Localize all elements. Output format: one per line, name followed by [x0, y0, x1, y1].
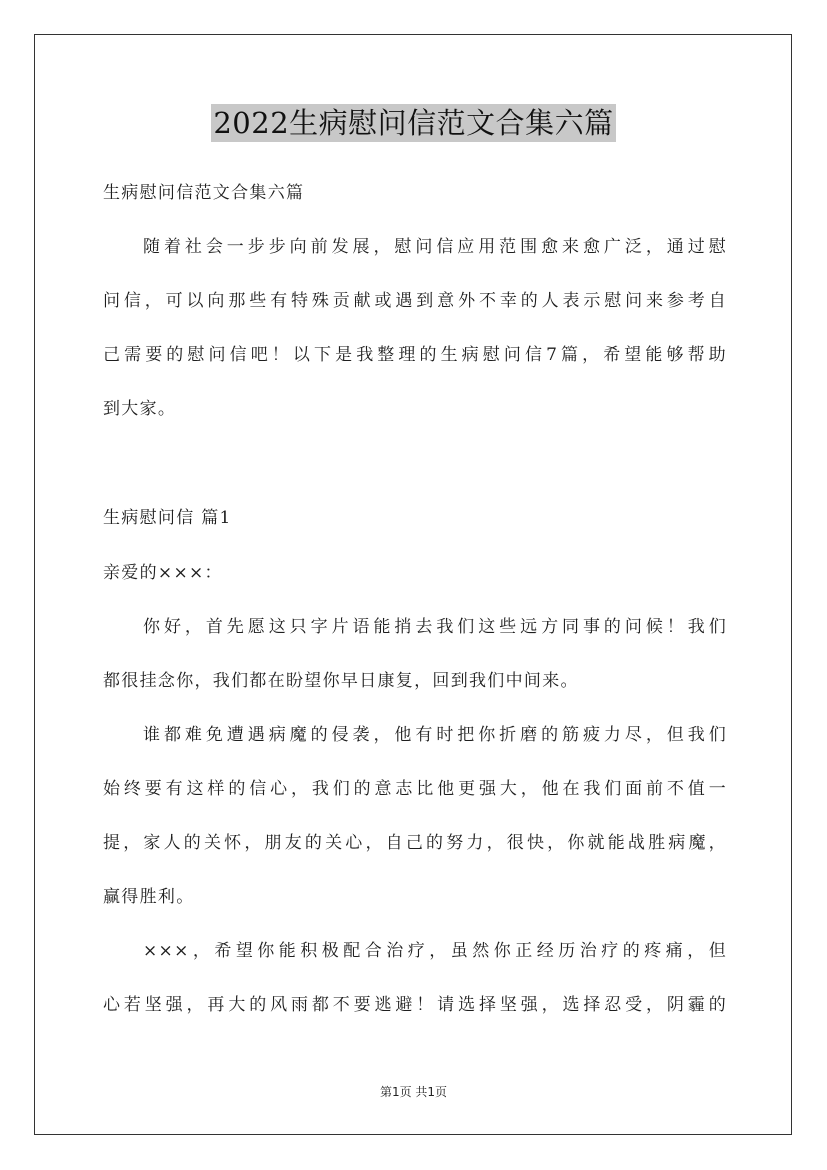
page-number-footer: 第1页 共1页	[379, 1085, 448, 1099]
intro-line-3: 己需要的慰问信吧！以下是我整理的生病慰问信7篇，希望能够帮助	[103, 345, 727, 365]
body-line-5: 提，家人的关怀，朋友的关心，自己的努力，很快，你就能战胜病魔，	[103, 833, 727, 853]
body-line-7: ×××，希望你能积极配合治疗，虽然你正经历治疗的疼痛，但	[143, 941, 727, 961]
intro-line-1: 随着社会一步步向前发展，慰问信应用范围愈来愈广泛，通过慰	[143, 237, 727, 257]
body-line-8: 心若坚强，再大的风雨都不要逃避！请选择坚强，选择忍受，阴霾的	[103, 995, 727, 1015]
document-subtitle: 生病慰问信范文合集六篇	[103, 183, 305, 203]
intro-line-4: 到大家。	[103, 399, 177, 419]
body-line-1: 你好，首先愿这只字片语能捎去我们这些远方同事的问候！我们	[143, 617, 727, 637]
salutation: 亲爱的×××：	[103, 563, 223, 583]
body-line-2: 都很挂念你，我们都在盼望你早日康复，回到我们中间来。	[103, 671, 579, 691]
body-line-4: 始终要有这样的信心，我们的意志比他更强大，他在我们面前不值一	[103, 779, 727, 799]
title-container	[0, 104, 827, 142]
section-heading: 生病慰问信 篇1	[103, 508, 232, 528]
intro-line-2: 问信，可以向那些有特殊贡献或遇到意外不幸的人表示慰问来参考自	[103, 291, 727, 311]
body-line-6: 赢得胜利。	[103, 887, 195, 907]
document-title: 2022生病慰问信范文合集六篇	[213, 106, 614, 140]
body-line-3: 谁都难免遭遇病魔的侵袭，他有时把你折磨的筋疲力尽，但我们	[143, 725, 727, 745]
